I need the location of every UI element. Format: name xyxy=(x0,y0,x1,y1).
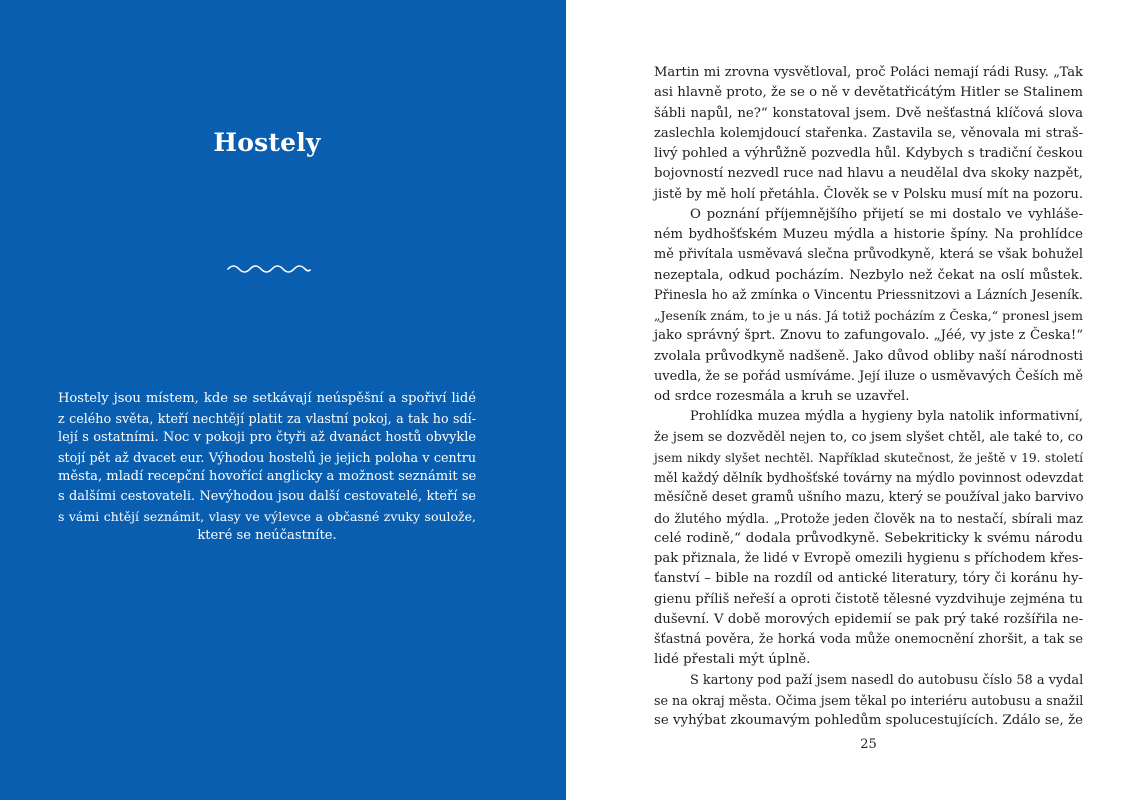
text-line: lidé přestali mýt úplně. xyxy=(654,652,811,668)
text-line: „Jeseník znám, to je u nás. Já totiž pocházím z Česka,“ pronesl jsem xyxy=(654,308,1084,323)
intro-paragraph xyxy=(58,389,476,546)
text-line: měsíčně deset gramů ušního mazu, který se používal jako barvivo xyxy=(654,490,1084,506)
text-line: bojovností nezvedl ruce nad hlavu a neudělal dva skoky nazpět, xyxy=(654,166,1083,182)
text-line: jako správný šprt. Znovu to zafungovalo. „Jéé, vy jste z Česka!“ xyxy=(654,328,1083,344)
text-line: pak přiznala, že lidé v Evropě omezili hygienu s příchodem křes- xyxy=(654,551,1083,566)
body-text xyxy=(654,63,1083,731)
text-line: šábli napůl, ne?“ konstatoval jsem. Dvě nešťastná klíčová slova xyxy=(654,105,1083,121)
page-number: 25 xyxy=(860,737,877,752)
text-line: do žlutého mýdla. „Protože jeden člověk na to nestačí, sbírali maz xyxy=(654,510,1083,526)
intro-line: s dalšími cestovateli. Nevýhodou jsou další cestovatelé, kteří se xyxy=(58,488,476,504)
text-line: S kartony pod paží jsem nasedl do autobusu číslo 58 a vydal xyxy=(690,672,1084,688)
text-line: duševní. V době morových epidemií se pak prý také rozšířila ne- xyxy=(654,611,1083,627)
text-line: Martin mi zrovna vysvětloval, proč Poláci nemají rádi Rusy. „Tak xyxy=(654,65,1083,80)
intro-line: města, mladí recepční hovořící anglicky a možnost seznámit se xyxy=(58,469,477,485)
text-line: měl každý dělník bydhošťské továrny na mýdlo povinnost odevzdat xyxy=(654,470,1084,485)
intro-line: lejí s ostatními. Noc v pokoji pro čtyři až dvanáct hostů obvykle xyxy=(58,430,476,446)
text-line: že jsem se dozvěděl nejen to, co jsem slyšet chtěl, ale také to, co xyxy=(654,429,1083,445)
text-line: Prohlídka muzea mýdla a hygieny byla natolik informativní, xyxy=(690,409,1083,425)
text-line: jistě by mě holí přetáhla. Člověk se v Polsku musí mít na pozoru. xyxy=(654,186,1083,202)
intro-line: Hostely jsou místem, kde se setkávají neúspěšní a spořiví lidé xyxy=(58,391,476,406)
text-line: livý pohled a výhrůžně pozvedla hůl. Kdybych s tradiční českou xyxy=(654,146,1083,161)
text-line: mě přivítala usměvavá slečna průvodkyně, která se však bohužel xyxy=(654,247,1083,263)
text-line: se vyhýbat zkoumavým pohledům spolucestujících. Zdálo se, že xyxy=(654,713,1083,728)
text-line: gienu příliš neřeší a oproti čistotě tělesné vyzdvihuje zejména tu xyxy=(654,591,1083,607)
text-line: od srdce rozesmála a kruh se uzavřel. xyxy=(654,389,910,404)
intro-line: stojí pět až dvacet eur. Výhodou hostelů je jejich poloha v centru xyxy=(58,449,476,465)
intro-line: které se neúčastníte. xyxy=(197,528,337,544)
text-line: Přinesla ho až zmínka o Vincentu Priessnitzovi a Lázních Jeseník. xyxy=(654,287,1083,303)
text-line: se na okraj města. Očima jsem těkal po interiéru autobusu a snažil xyxy=(654,692,1084,708)
text-line: jsem nikdy slyšet nechtěl. Například skutečnost, že ještě v 19. století xyxy=(654,450,1083,465)
text-line: uvedla, že se pořád usmíváme. Její iluze o usměvavých Češích mě xyxy=(654,368,1083,384)
right-page xyxy=(566,0,1131,800)
text-line: celé rodině,“ dodala průvodkyně. Sebekriticky k svému národu xyxy=(654,530,1083,546)
text-line: ťanství – bible na rozdíl od antické literatury, tóry či koránu hy- xyxy=(654,571,1083,587)
wave-ornament-icon xyxy=(226,262,312,276)
text-line: ném bydhošťském Muzeu mýdla a historie špíny. Na prohlídce xyxy=(654,227,1083,242)
text-line: zvolala průvodkyně nadšeně. Jako důvod obliby naší národnosti xyxy=(654,348,1083,364)
text-line: šťastná pověra, že horká voda může onemocnění zhoršit, a tak se xyxy=(654,632,1083,647)
intro-line: z celého světa, kteří nechtějí platit za vlastní pokoj, a tak ho sdí- xyxy=(58,410,476,426)
intro-line: s vámi chtějí seznámit, vlasy ve výlevce a občasné zvuky soulože, xyxy=(58,508,476,524)
chapter-title: Hostely xyxy=(213,128,321,157)
text-line: nezeptala, odkud pocházím. Nezbylo než čekat na oslí můstek. xyxy=(654,267,1083,283)
text-line: O poznání příjemnějšího přijetí se mi dostalo ve vyhláše- xyxy=(690,206,1083,222)
text-line: asi hlavně proto, že se o ně v devětatřicátým Hitler se Stalinem xyxy=(654,85,1083,101)
text-line: zaslechla kolemjdoucí stařenka. Zastavila se, věnovala mi straš- xyxy=(654,125,1083,141)
